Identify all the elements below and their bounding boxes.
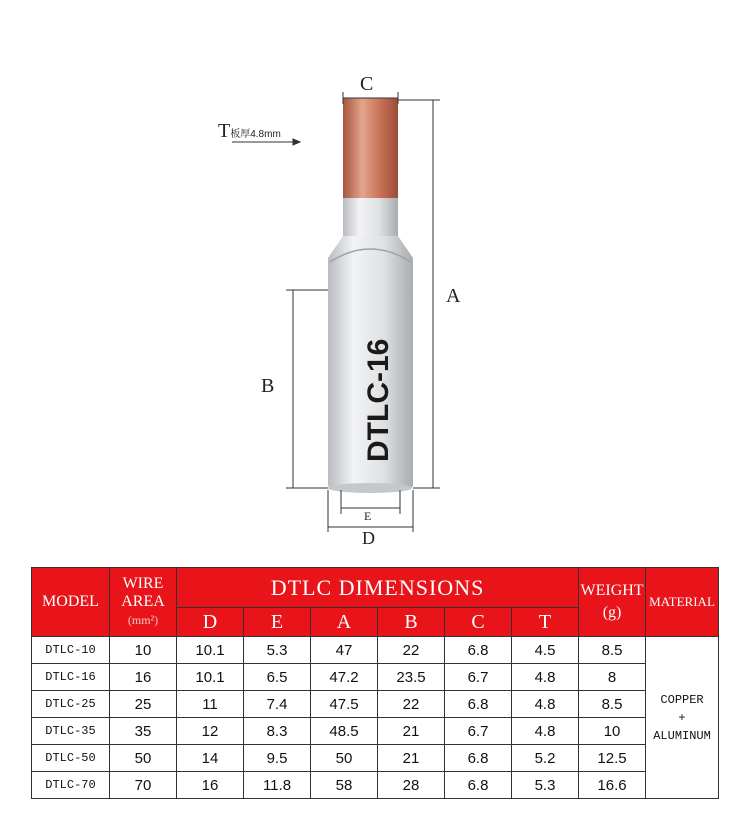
stamp-text: DTLC-16	[362, 338, 395, 462]
cell-area: 50	[110, 745, 177, 772]
cell-weight: 8	[579, 664, 646, 691]
cell-d: 11	[177, 691, 244, 718]
cell-material	[646, 637, 719, 799]
cell-model: DTLC-25	[32, 691, 110, 718]
cell-c: 6.8	[445, 745, 512, 772]
cell-t: 4.8	[512, 718, 579, 745]
cell-b: 22	[378, 637, 445, 664]
header-a: A	[311, 608, 378, 637]
cell-weight: 8.5	[579, 637, 646, 664]
cell-e: 9.5	[244, 745, 311, 772]
cell-c: 6.8	[445, 772, 512, 799]
table-row	[32, 637, 719, 664]
table-row	[32, 772, 719, 799]
header-b: B	[378, 608, 445, 637]
cell-t: 4.5	[512, 637, 579, 664]
header-model: MODEL	[32, 568, 110, 637]
cell-area: 35	[110, 718, 177, 745]
cell-d: 16	[177, 772, 244, 799]
table-row	[32, 745, 719, 772]
cell-d: 14	[177, 745, 244, 772]
cell-area: 16	[110, 664, 177, 691]
thickness-letter: T	[218, 120, 231, 142]
header-wire-line1: WIRE	[122, 575, 164, 592]
cell-t: 4.8	[512, 691, 579, 718]
cell-d: 10.1	[177, 637, 244, 664]
cell-b: 23.5	[378, 664, 445, 691]
header-wire-area	[110, 568, 177, 637]
table-title: DTLC DIMENSIONS	[177, 568, 579, 608]
copper-blade	[343, 98, 398, 200]
cell-b: 21	[378, 718, 445, 745]
cell-model: DTLC-50	[32, 745, 110, 772]
cell-a: 58	[311, 772, 378, 799]
cell-d: 12	[177, 718, 244, 745]
header-wire-line2: AREA	[121, 593, 165, 610]
aluminum-neck	[343, 198, 398, 238]
cell-weight: 12.5	[579, 745, 646, 772]
cell-e: 8.3	[244, 718, 311, 745]
cell-c: 6.8	[445, 691, 512, 718]
header-weight-line2: (g)	[602, 604, 622, 621]
cell-d: 10.1	[177, 664, 244, 691]
cell-e: 11.8	[244, 772, 311, 799]
cell-t: 5.3	[512, 772, 579, 799]
header-wire-unit: (mm²)	[127, 613, 159, 627]
cell-b: 22	[378, 691, 445, 718]
cell-c: 6.7	[445, 664, 512, 691]
cell-area: 10	[110, 637, 177, 664]
cell-a: 47.5	[311, 691, 378, 718]
cell-a: 47	[311, 637, 378, 664]
cell-weight: 8.5	[579, 691, 646, 718]
cell-t: 5.2	[512, 745, 579, 772]
cell-model: DTLC-35	[32, 718, 110, 745]
header-weight-line1: WEIGHT	[580, 582, 644, 599]
cell-c: 6.7	[445, 718, 512, 745]
thickness-note: 板厚4.8mm	[230, 129, 281, 140]
header-d: D	[177, 608, 244, 637]
cell-b: 21	[378, 745, 445, 772]
table-row	[32, 718, 719, 745]
dim-label-a: A	[446, 285, 461, 307]
cell-c: 6.8	[445, 637, 512, 664]
dim-label-c: C	[360, 73, 374, 95]
dim-label-e: E	[364, 509, 372, 523]
cell-t: 4.8	[512, 664, 579, 691]
cell-model: DTLC-10	[32, 637, 110, 664]
table-row	[32, 664, 719, 691]
header-e: E	[244, 608, 311, 637]
material-line3: ALUMINUM	[653, 728, 711, 743]
cell-a: 47.2	[311, 664, 378, 691]
dim-label-b: B	[261, 375, 275, 397]
cell-a: 50	[311, 745, 378, 772]
cell-area: 70	[110, 772, 177, 799]
cell-area: 25	[110, 691, 177, 718]
cell-weight: 10	[579, 718, 646, 745]
cell-e: 5.3	[244, 637, 311, 664]
cell-model: DTLC-16	[32, 664, 110, 691]
header-material: MATERIAL	[646, 568, 719, 637]
header-weight	[579, 568, 646, 637]
aluminum-shoulder	[328, 236, 413, 290]
cell-e: 7.4	[244, 691, 311, 718]
dim-label-d: D	[362, 528, 375, 548]
cell-b: 28	[378, 772, 445, 799]
table-row	[32, 691, 719, 718]
cell-weight: 16.6	[579, 772, 646, 799]
material-line2: +	[678, 710, 686, 725]
dimensions-table	[31, 567, 719, 799]
cell-e: 6.5	[244, 664, 311, 691]
cell-model: DTLC-70	[32, 772, 110, 799]
cell-a: 48.5	[311, 718, 378, 745]
material-line1: COPPER	[660, 692, 704, 707]
header-t: T	[512, 608, 579, 637]
thickness-label	[218, 120, 281, 143]
header-c: C	[445, 608, 512, 637]
